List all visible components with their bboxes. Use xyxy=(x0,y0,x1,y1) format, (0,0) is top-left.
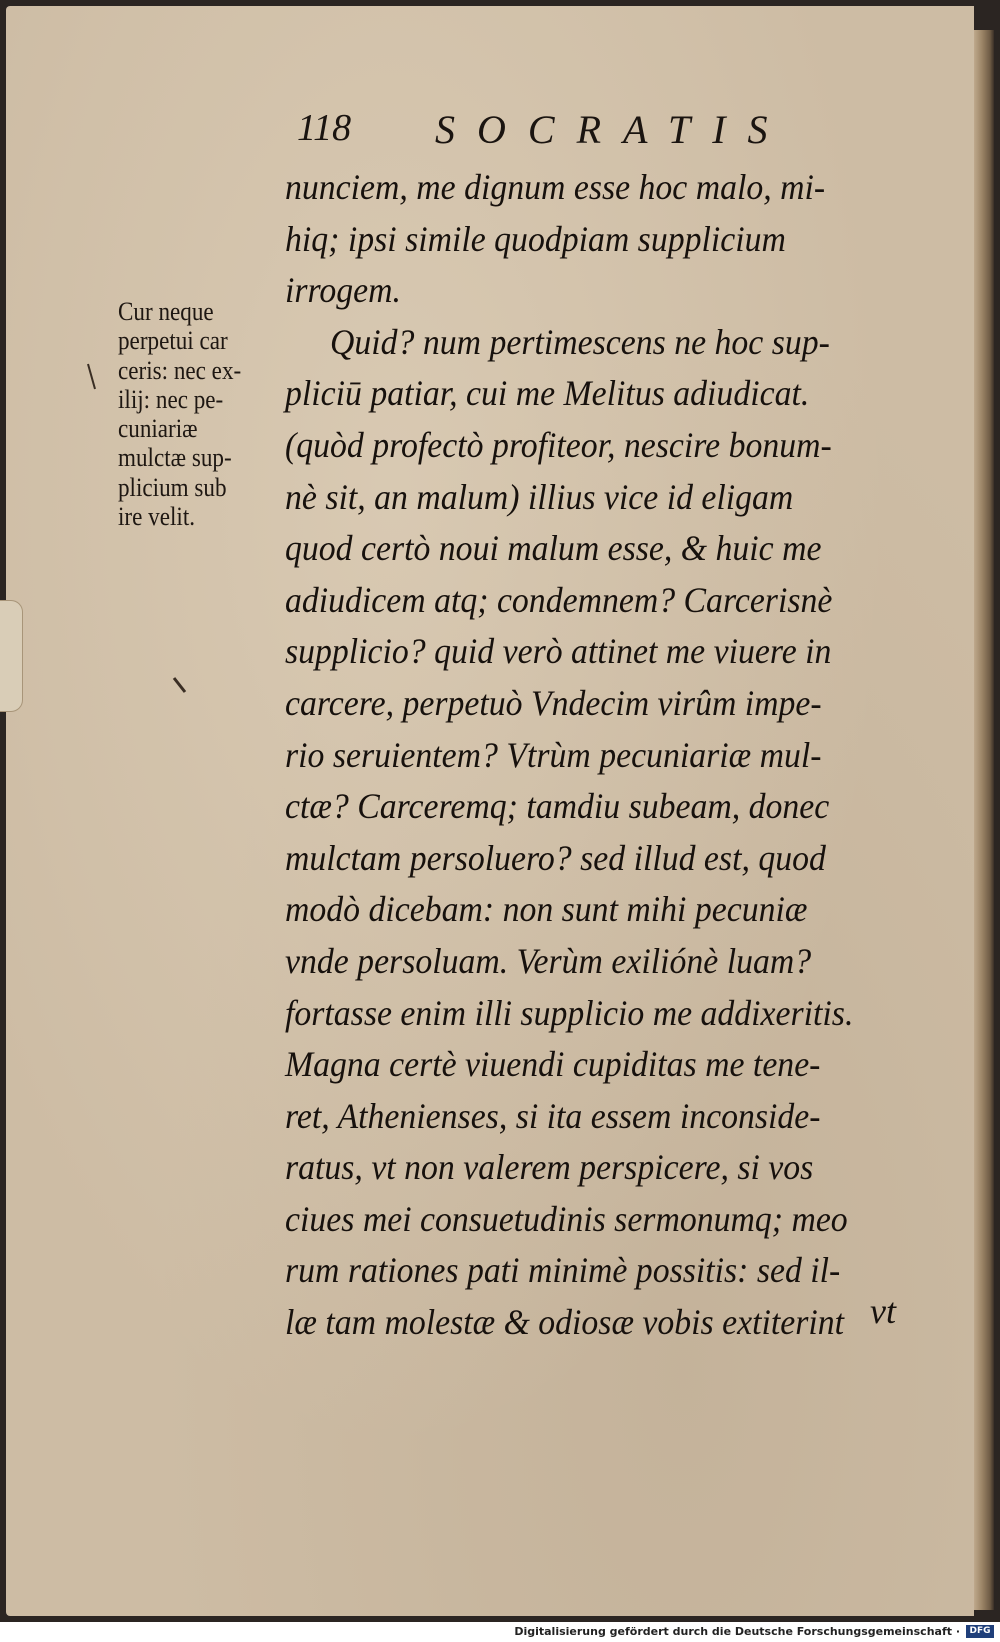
marginal-note xyxy=(118,297,298,531)
text-line: ctæ? Carceremq; tamdiu subeam, donec xyxy=(285,786,830,827)
main-text-block xyxy=(285,162,935,1349)
text-line: irrogem. xyxy=(285,270,402,311)
text-line: modò dicebam: non sunt mihi pecuniæ xyxy=(285,889,808,930)
text-line: (quòd profectò profiteor, nescire bonum- xyxy=(285,424,832,465)
text-line: nè sit, an malum) illius vice id eligam xyxy=(285,476,794,517)
text-line: hiq; ipsi simile quodpiam supplicium xyxy=(285,218,786,259)
text-line: supplicio? quid verò attinet me viuere in xyxy=(285,631,832,672)
text-line: quod certò noui malum esse, & huic me xyxy=(285,528,822,569)
text-line: adiudicem atq; condemnem? Carcerisnè xyxy=(285,579,833,620)
page-tab-marker xyxy=(0,600,23,712)
ink-mark-icon xyxy=(86,362,98,392)
ink-mark-icon xyxy=(172,676,188,696)
text-line: fortasse enim illi supplicio me addixeritis. xyxy=(285,992,854,1033)
text-line: læ tam molestæ & odiosæ vobis extiterint xyxy=(285,1302,845,1343)
text-line: nunciem, me dignum esse hoc malo, mi- xyxy=(285,167,826,207)
text-line: mulctam persoluero? sed illud est, quod xyxy=(285,837,826,878)
text-line: pliciū patiar, cui me Melitus adiudicat. xyxy=(285,373,810,414)
marginal-line: cuniariæ xyxy=(118,414,198,444)
marginal-line: mulctæ sup- xyxy=(118,443,232,473)
folio-number: 118 xyxy=(297,107,352,149)
text-line: ratus, vt non valerem perspicere, si vos xyxy=(285,1147,814,1188)
text-line: vnde persoluam. Verùm exiliónè luam? xyxy=(285,940,812,981)
page-edge xyxy=(974,30,994,1610)
text-line: Magna certè viuendi cupiditas me tene- xyxy=(285,1044,821,1085)
catchword: vt xyxy=(870,1291,896,1331)
dfg-logo: DFG xyxy=(966,1625,994,1638)
text-line: carcere, perpetuò Vndecim virûm impe- xyxy=(285,682,822,723)
marginal-line: ilij: nec pe- xyxy=(118,384,224,414)
marginal-line: plicium sub xyxy=(118,472,227,502)
marginal-line: perpetui car xyxy=(118,326,228,356)
funding-credit: Digitalisierung gefördert durch die Deutsche Forschungsgemeinschaft · xyxy=(514,1625,960,1638)
text-line: rum rationes pati minimè possitis: sed il- xyxy=(285,1250,841,1291)
text-line: rio seruientem? Vtrùm pecuniariæ mul- xyxy=(285,734,822,775)
text-line: ret, Athenienses, si ita essem inconside- xyxy=(285,1095,821,1136)
marginal-line: Cur neque xyxy=(118,297,214,326)
marginal-line: ire velit. xyxy=(118,502,196,532)
text-line: ciues mei consuetudinis sermonumq; meo xyxy=(285,1198,848,1239)
marginal-line: ceris: nec ex- xyxy=(118,355,242,385)
page-header xyxy=(285,106,875,156)
running-title: SOCRATIS xyxy=(435,107,790,152)
text-line: Quid? num pertimescens ne hoc sup- xyxy=(330,321,830,362)
